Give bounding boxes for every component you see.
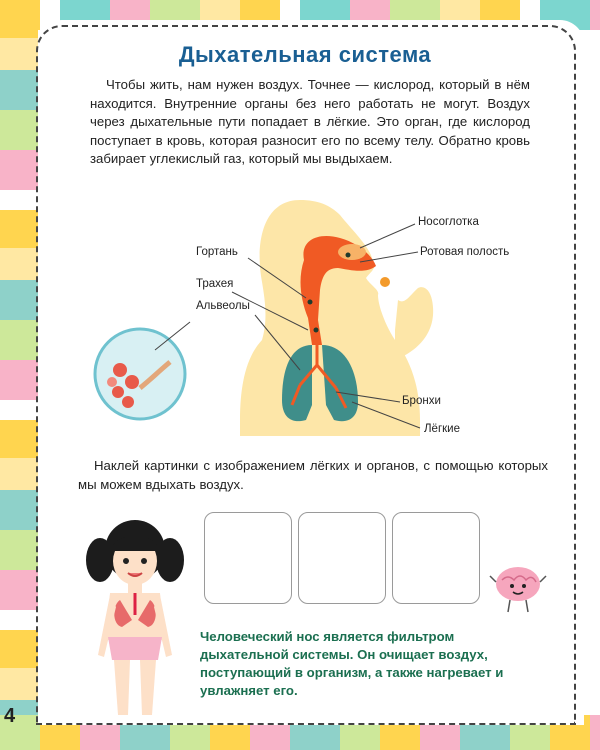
arm-silhouette <box>395 287 433 360</box>
sticker-box-3[interactable] <box>392 512 480 604</box>
label-bronchi: Бронхи <box>402 395 441 407</box>
alveoli-inset <box>95 329 185 419</box>
intro-paragraph: Чтобы жить, нам нужен воздух. Точнее — кислород, который в нём находится. Внутренние органы без него работать не могут. Воздух через дыхательные пути попадает в лёгкие. Это орган, где кислород поступает в кровь, которая разносит его по всему телу. Обратно кровь забирает углекислый газ, который мы выдыхаем. <box>90 77 530 166</box>
task-instruction: Наклей картинки с изображением лёгких и органов, с помощью которых мы можем вдыхать воздух. <box>78 458 548 492</box>
label-alveoli: Альвеолы <box>196 300 250 312</box>
page-title: Дыхательная система <box>178 42 432 67</box>
sticker-box-1[interactable] <box>204 512 292 604</box>
label-nasopharynx: Носоглотка <box>418 216 479 228</box>
brain-character <box>488 560 548 615</box>
label-larynx: Гортань <box>196 246 238 258</box>
label-trachea: Трахея <box>196 278 234 290</box>
sticker-box-2[interactable] <box>298 512 386 604</box>
nose-fact: Человеческий нос является фильтром дыхательной системы. Он очищает воздух, поступающий в организм, а также нагревает и увлажняет его. <box>200 629 504 698</box>
air-flower-icon <box>380 277 390 287</box>
page-number: 4 <box>4 705 16 727</box>
nasopharynx-shape <box>338 244 366 260</box>
girl-illustration <box>80 515 190 720</box>
label-lungs: Лёгкие <box>424 423 460 435</box>
label-oral-cavity: Ротовая полость <box>420 246 510 258</box>
